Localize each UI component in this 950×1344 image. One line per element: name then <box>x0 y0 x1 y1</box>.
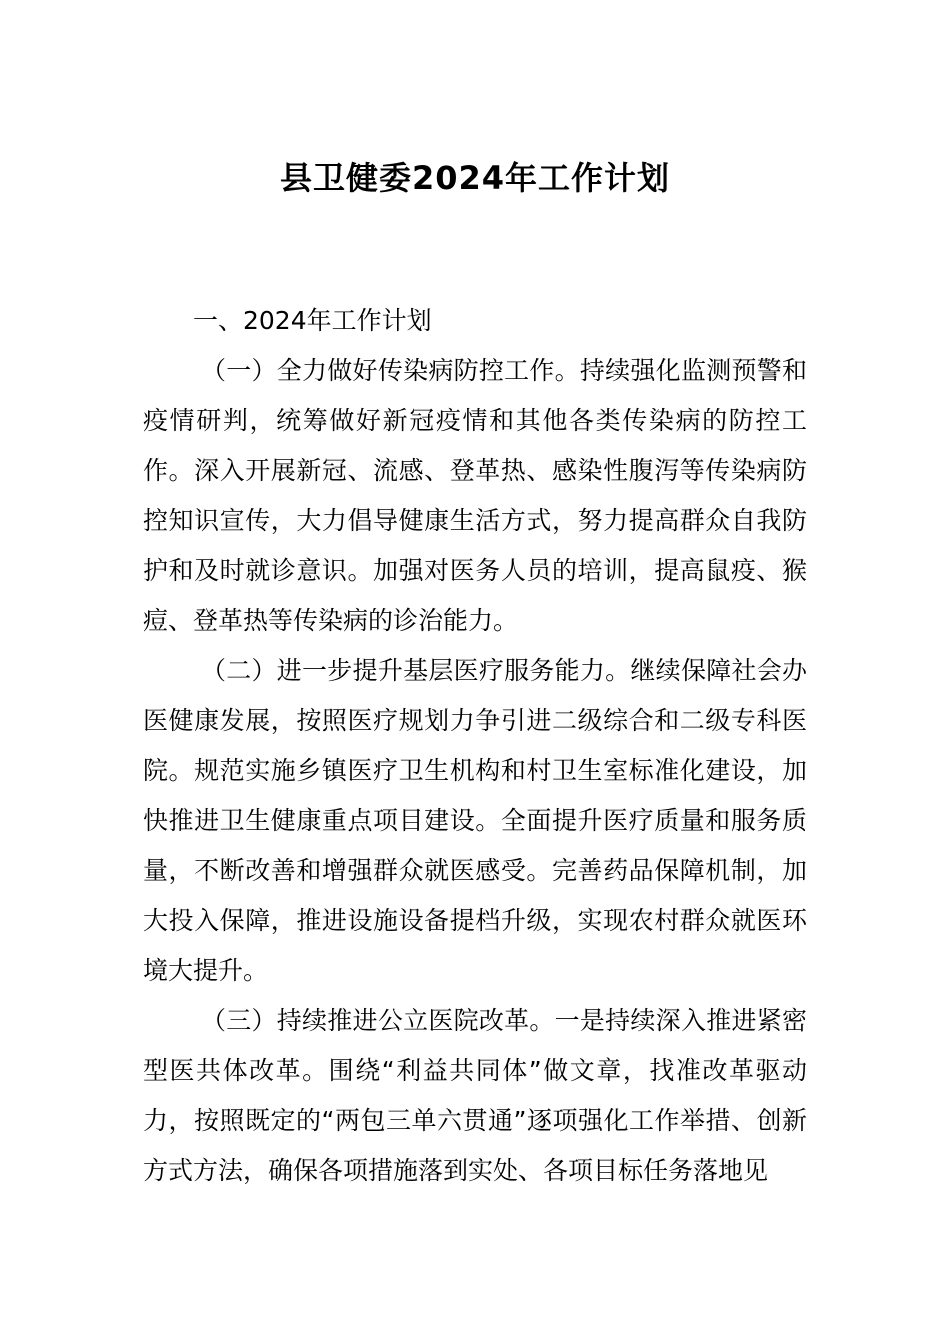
paragraph-2: （二）进一步提升基层医疗服务能力。继续保障社会办医健康发展，按照医疗规划力争引进二级综合和二级专科医院。规范实施乡镇医疗卫生机构和村卫生室标准化建设，加快推进卫生健康重点项目建设。全面提升医疗质量和服务质量，不断改善和增强群众就医感受。完善药品保障机制，加大投入保障，推进设施设备提档升级，实现农村群众就医环境大提升。 <box>143 656 807 985</box>
document-body <box>143 296 807 1196</box>
document-title: 县卫健委2024年工作计划 <box>279 159 671 197</box>
paragraph-3: （三）持续推进公立医院改革。一是持续深入推进紧密型医共体改革。围绕“利益共同体”做文章，找准改革驱动力，按照既定的“两包三单六贯通”逐项强化工作举措、创新方式方法，确保各项措施落到实处、各项目标任务落地见 <box>143 1006 807 1185</box>
section-heading: 一、2024年工作计划 <box>193 306 432 335</box>
paragraph-1: （一）全力做好传染病防控工作。持续强化监测预警和疫情研判，统筹做好新冠疫情和其他各类传染病的防控工作。深入开展新冠、流感、登革热、感染性腹泻等传染病防控知识宣传，大力倡导健康生活方式，努力提高群众自我防护和及时就诊意识。加强对医务人员的培训，提高鼠疫、猴痘、登革热等传染病的诊治能力。 <box>143 356 807 635</box>
